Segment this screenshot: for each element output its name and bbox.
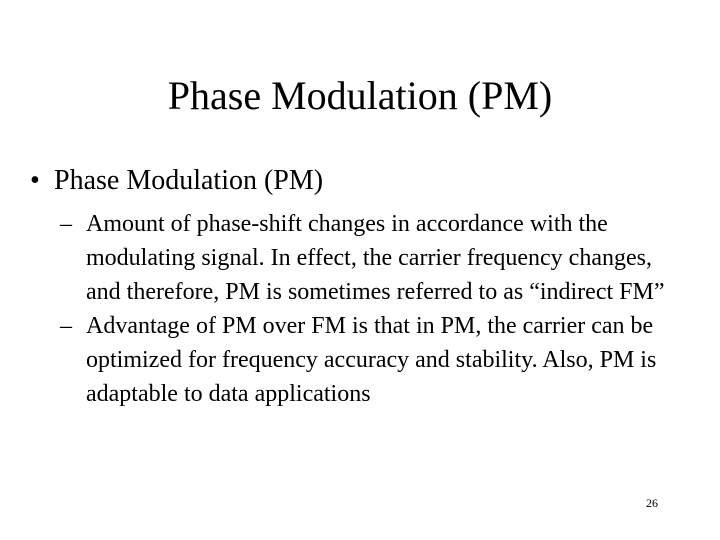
page-number: 26 <box>646 496 658 510</box>
sub-bullet-list <box>60 207 675 411</box>
main-bullet-text: Phase Modulation (PM) <box>54 165 324 196</box>
sub-bullet-item <box>60 207 675 309</box>
sub-bullet-text: Amount of phase-shift changes in accordance with the modulating signal. In effect, the carrier frequency changes, and therefore, PM is sometimes referred to as “indirect FM” <box>86 211 665 305</box>
sub-bullet-marker: – <box>60 211 72 237</box>
bullet-marker: • <box>30 165 40 196</box>
slide-title: Phase Modulation (PM) <box>167 73 553 118</box>
sub-bullet-text: Advantage of PM over FM is that in PM, the carrier can be optimized for frequency accuracy and stability. Also, PM is adaptable to data applications <box>86 313 657 407</box>
sub-bullet-marker: – <box>60 313 72 339</box>
sub-bullet-item <box>60 309 675 411</box>
main-bullet <box>30 164 690 198</box>
